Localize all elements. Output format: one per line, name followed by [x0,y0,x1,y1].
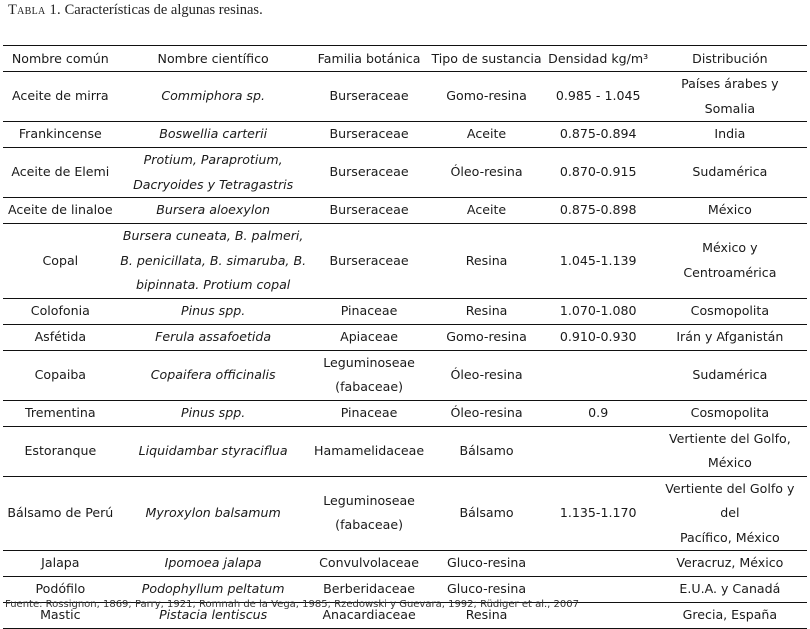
cell-substance-type [429,298,543,324]
family-line: Pinaceae [340,404,398,420]
cell-substance-type [429,72,543,122]
header-substance-type: Tipo de sustancia [431,51,542,66]
cell-scientific-name [118,324,309,350]
table-body [3,72,807,629]
cell-density [544,198,653,224]
caption-label: Tabla 1. [8,2,61,18]
cell-distribution [653,324,807,350]
cell-substance-type [429,400,543,426]
substance-type: Óleo-resina [450,366,523,382]
scientific-name-line: Bursera cuneata, B. palmeri, [122,228,304,243]
substance-type: Gomo-resina [446,88,527,104]
cell-common-name [3,551,118,577]
cell-scientific-name [118,298,309,324]
cell-substance-type [429,426,543,476]
cell-common-name [3,350,118,400]
family-line: (fabaceae) [335,379,403,394]
family-line: Pinaceae [340,302,398,318]
distribution-line: Sudamérica [692,164,768,180]
substance-type: Gluco-resina [447,555,527,571]
table-row [3,476,807,551]
scientific-name-line: B. penicillata, B. simaruba, B. [120,252,307,268]
cell-family [309,122,430,148]
cell-density [544,400,653,426]
density-value: 0.910-0.930 [559,328,637,344]
distribution-line: Vertiente del Golfo y del [665,480,795,520]
cell-distribution [653,122,807,148]
common-name: Podófilo [35,581,86,597]
family-line: Leguminoseae [323,354,415,370]
distribution-line: Vertiente del Golfo, [668,430,791,446]
cell-substance-type [429,122,543,148]
family-line: Hamamelidaceae [314,442,425,458]
header-density: Densidad kg/m³ [548,51,649,66]
table-row [3,350,807,400]
cell-family [309,198,430,224]
scientific-name-line: Commiphora sp. [161,88,265,104]
header-family: Familia botánica [317,51,421,66]
scientific-name-line: Podophyllum peltatum [141,581,285,597]
cell-common-name [3,324,118,350]
cell-density [544,324,653,350]
common-name: Trementina [25,404,96,420]
distribution-line: Cosmopolita [690,404,770,420]
common-name: Copaiba [34,366,87,382]
table-row [3,122,807,148]
common-name: Mastic [40,607,81,623]
common-name: Colofonia [30,302,90,318]
cell-substance-type [429,324,543,350]
scientific-name-line: Ferula assafoetida [155,328,272,344]
cell-density [544,122,653,148]
family-line: Burseraceae [329,202,409,218]
cell-distribution [653,298,807,324]
cell-scientific-name [118,400,309,426]
family-line: Apiaceae [340,328,399,344]
table-row [3,400,807,426]
cell-density [544,224,653,299]
scientific-name-line: Dacryoides y Tetragastris [133,176,294,192]
cell-distribution [653,577,807,603]
density-value: 0.9 [588,404,609,420]
cell-density [544,426,653,476]
table-row [3,426,807,476]
cell-substance-type [429,551,543,577]
family-line: (fabaceae) [335,517,403,533]
substance-type: Resina [465,607,508,623]
scientific-name-line: Myroxylon balsamum [145,505,281,520]
distribution-line: Pacífico, México [680,529,780,545]
substance-type: Bálsamo [459,505,514,520]
family-line: Burseraceae [329,126,409,142]
cell-distribution [653,350,807,400]
cell-family [309,72,430,122]
common-name: Asfétida [34,328,87,344]
family-line: Anacardiaceae [322,607,416,623]
common-name: Copal [42,252,79,268]
cell-scientific-name [118,122,309,148]
cell-distribution [653,148,807,198]
distribution-line: Países árabes y Somalia [681,76,779,116]
scientific-name-line: Pistacia lentiscus [159,607,268,623]
table-row [3,224,807,299]
source-note: Fuente: Rossignon, 1869; Parry, 1921; Romnah de la Vega, 1985; Rzedowski y Guevara, 1992; Rüdiger et al., 2007 [5,599,579,610]
cell-common-name [3,400,118,426]
table-caption [8,2,263,19]
cell-distribution [653,72,807,122]
density-value: 0.875-0.894 [559,126,637,142]
density-value: 1.135-1.170 [559,505,637,520]
cell-scientific-name [118,551,309,577]
substance-type: Óleo-resina [450,404,523,420]
substance-type: Bálsamo [459,442,514,458]
cell-substance-type [429,198,543,224]
cell-common-name [3,72,118,122]
scientific-name-line: Ipomoea jalapa [164,555,262,571]
table-row [3,72,807,122]
substance-type: Aceite [466,202,507,218]
cell-distribution [653,551,807,577]
common-name: Bálsamo de Perú [7,505,114,520]
cell-distribution [653,426,807,476]
header-common-name: Nombre común [11,51,109,66]
common-name: Frankincense [18,126,102,142]
cell-density [544,551,653,577]
scientific-name-line: Pinus spp. [181,302,246,318]
table-row [3,148,807,198]
cell-distribution [653,400,807,426]
caption-text: Características de algunas resinas. [60,2,263,18]
cell-distribution [653,476,807,551]
cell-family [309,298,430,324]
resins-table [3,45,807,629]
cell-density [544,298,653,324]
cell-family [309,224,430,299]
cell-common-name [3,224,118,299]
cell-density [544,476,653,551]
distribution-line: México [707,455,752,470]
substance-type: Resina [465,252,508,268]
cell-scientific-name [118,148,309,198]
cell-scientific-name [118,350,309,400]
cell-common-name [3,476,118,551]
scientific-name-line: Protium, Paraprotium, [143,152,283,167]
scientific-name-line: Boswellia carterii [159,126,268,142]
header-row [3,46,807,72]
cell-distribution [653,224,807,299]
common-name: Aceite de mirra [12,88,109,104]
cell-density [544,350,653,400]
family-line: Burseraceae [329,164,409,180]
cell-scientific-name [118,476,309,551]
cell-common-name [3,148,118,198]
common-name: Estoranque [24,442,97,458]
density-value: 0.875-0.898 [559,202,637,218]
common-name: Jalapa [41,555,80,571]
cell-substance-type [429,148,543,198]
substance-type: Resina [465,302,508,318]
header-scientific-name: Nombre científico [157,51,269,66]
cell-scientific-name [118,426,309,476]
substance-type: Gluco-resina [447,581,527,597]
scientific-name-line: Bursera aloexylon [156,202,271,218]
cell-family [309,426,430,476]
common-name: Aceite de Elemi [11,164,110,180]
density-value: 1.070-1.080 [559,302,637,318]
table-row [3,298,807,324]
density-value: 0.870-0.915 [559,164,637,180]
cell-common-name [3,122,118,148]
cell-substance-type [429,350,543,400]
cell-substance-type [429,476,543,551]
distribution-line: E.U.A. y Canadá [679,581,781,597]
family-line: Berberidaceae [323,581,415,597]
cell-common-name [3,426,118,476]
cell-family [309,324,430,350]
density-value: 0.985 - 1.045 [555,88,641,104]
cell-scientific-name [118,198,309,224]
scientific-name-line: Liquidambar styraciflua [138,442,288,458]
cell-family [309,350,430,400]
cell-density [544,148,653,198]
scientific-name-line: bipinnata. Protium copal [135,277,291,292]
family-line: Burseraceae [329,88,409,104]
distribution-line: Veracruz, México [676,555,784,571]
cell-distribution [653,198,807,224]
cell-scientific-name [118,72,309,122]
table-row [3,198,807,224]
header-distribution: Distribución [692,51,768,66]
cell-common-name [3,298,118,324]
cell-substance-type [429,224,543,299]
distribution-line: Sudamérica [692,366,768,382]
distribution-line: India [714,126,746,142]
distribution-line: México [707,202,752,218]
cell-family [309,400,430,426]
distribution-line: Grecia, España [682,607,778,623]
common-name: Aceite de linaloe [7,202,113,218]
substance-type: Gomo-resina [446,328,527,344]
cell-family [309,476,430,551]
cell-scientific-name [118,224,309,299]
table-row [3,324,807,350]
distribution-line: Cosmopolita [690,302,770,318]
cell-family [309,551,430,577]
family-line: Convulvolaceae [319,555,420,571]
density-value: 1.045-1.139 [559,252,637,268]
family-line: Burseraceae [329,252,409,268]
cell-family [309,148,430,198]
scientific-name-line: Pinus spp. [181,404,246,420]
cell-density [544,72,653,122]
family-line: Leguminoseae [323,492,415,508]
scientific-name-line: Copaifera officinalis [150,366,276,382]
table-row [3,551,807,577]
distribution-line: México y Centroamérica [683,240,777,280]
distribution-line: Irán y Afganistán [676,328,784,344]
cell-distribution [653,603,807,629]
substance-type: Aceite [466,126,507,142]
cell-common-name [3,198,118,224]
substance-type: Óleo-resina [450,164,523,180]
